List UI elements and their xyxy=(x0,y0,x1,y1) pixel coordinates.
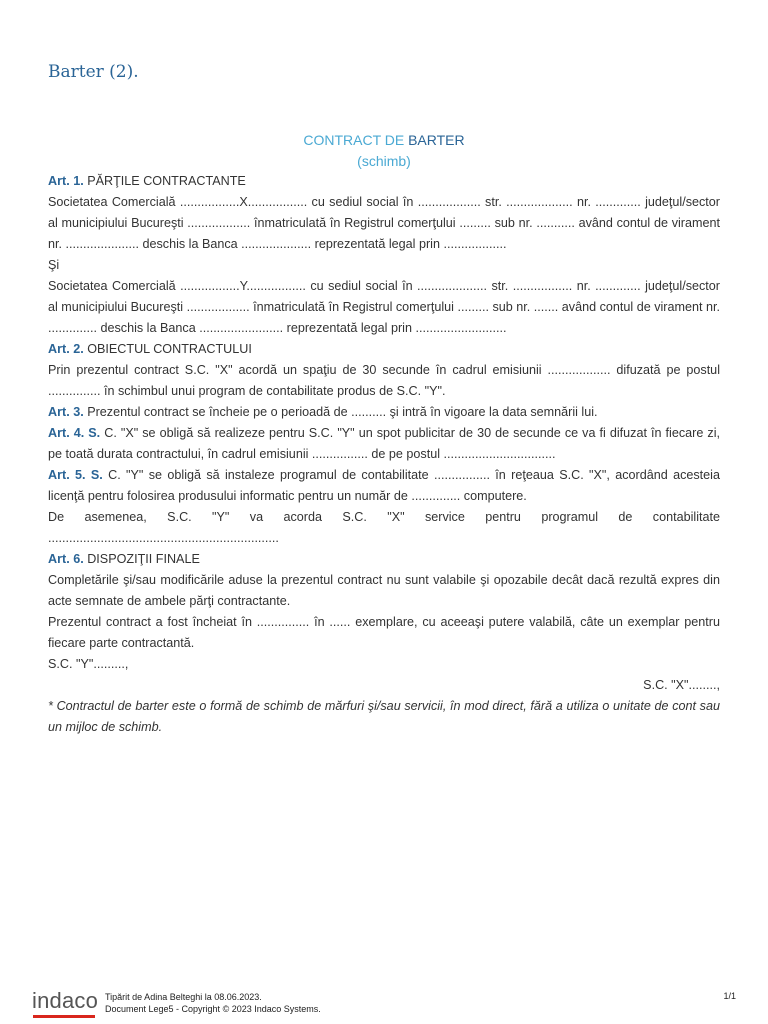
logo-underline xyxy=(33,1015,95,1018)
art4-paragraph xyxy=(48,423,720,465)
art2-label: Art. 2. xyxy=(48,342,84,356)
art1-party-x: Societatea Comercială .................X................. cu sediul social în .................. str. ................... nr. ............. judeţul/sector al municipiului Bucureşti .................. înmatriculată în Registrul comerţului ......... sub nr. ........... având contul de virament nr. ..................... deschis la Banca .................... reprezentată legal prin .................. xyxy=(48,195,720,251)
art4-label: Art. 4. S. xyxy=(48,426,101,440)
art1-heading xyxy=(48,171,720,192)
art5-paragraph xyxy=(48,465,720,507)
signature-x: S.C. "X"........, xyxy=(643,678,720,692)
contract-subtitle: (schimb) xyxy=(357,153,411,169)
art6-text-1: Completările şi/sau modificările aduse la prezentul contract nu sunt valabile şi opozabile decât dacă rezultă expres din acte semnate de ambele părţi contractante. xyxy=(48,573,720,608)
art1-label: Art. 1. xyxy=(48,174,84,188)
art5-label: Art. 5. S. xyxy=(48,468,103,482)
art2-title: OBIECTUL CONTRACTULUI xyxy=(83,342,252,356)
footer-copyright: Document Lege5 - Copyright © 2023 Indaco Systems. xyxy=(105,1004,321,1014)
footnote: * Contractul de barter este o formă de schimb de mărfuri şi/sau servicii, în mod direct, fără a utiliza o unitate de cont sau un mijloc de schimb. xyxy=(48,699,720,734)
art2-text: Prin prezentul contract S.C. "X" acordă un spaţiu de 30 secunde în cadrul emisiunii .................. difuzată pe postul ............... în schimbul unui program de contabilitate produs de S.C. "Y". xyxy=(48,363,720,398)
art1-party-y: Societatea Comercială .................Y................. cu sediul social în .................... str. ................. nr. ............. judeţul/sector al municipiului Bucureşti .................. înmatriculată în Registrul comerţului ......... sub nr. ....... având contul de virament nr. .............. deschis la Banca ........................ reprezentată legal prin .......................... xyxy=(48,279,720,335)
art5-text: C. "Y" se obligă să instaleze programul de contabilitate ................ în reţeaua S.C. "X", acordând acesteia licenţă pentru folosirea produsului informatic pentru un număr de .............. computere. xyxy=(48,468,720,503)
contract-title-main: BARTER xyxy=(408,132,465,148)
footer-printed-by: Tipărit de Adina Belteghi la 08.06.2023. xyxy=(105,992,262,1002)
logo-text: indaco xyxy=(32,988,99,1013)
art4-text: C. "X" se obligă să realizeze pentru S.C. "Y" un spot publicitar de 30 de secunde ce va fi difuzat în fiecare zi, pe toată durata contractului, în cadrul emisiunii ................ de pe postul ................................ xyxy=(48,426,720,461)
art3-label: Art. 3. xyxy=(48,405,84,419)
footer-info xyxy=(105,991,321,1015)
document-title: Barter (2). xyxy=(48,62,139,82)
contract-body xyxy=(48,171,720,738)
art3-text: Prezentul contract se încheie pe o perioadă de .......... şi intră în vigoare la data semnării lui. xyxy=(83,405,598,419)
page-number: 1/1 xyxy=(723,991,736,1001)
art6-title: DISPOZIŢII FINALE xyxy=(83,552,200,566)
indaco-logo xyxy=(32,988,98,1014)
art6-text-2: Prezentul contract a fost încheiat în ............... în ...... exemplare, cu aceeaşi putere valabilă, câte un exemplar pentru fiecare parte contractantă. xyxy=(48,615,720,650)
art2-heading xyxy=(48,339,720,360)
contract-header xyxy=(0,130,768,172)
art6-heading xyxy=(48,549,720,570)
art1-and: Şi xyxy=(48,258,60,272)
signature-y: S.C. "Y"........., xyxy=(48,657,129,671)
contract-title xyxy=(0,130,768,151)
contract-title-prefix: CONTRACT DE xyxy=(303,132,409,148)
art6-label: Art. 6. xyxy=(48,552,84,566)
art1-title: PĂRŢILE CONTRACTANTE xyxy=(83,174,246,188)
art5-extra: De asemenea, S.C. "Y" va acorda S.C. "X" service pentru programul de contabilitate .................................................................. xyxy=(48,510,720,545)
art3-paragraph xyxy=(48,402,720,423)
